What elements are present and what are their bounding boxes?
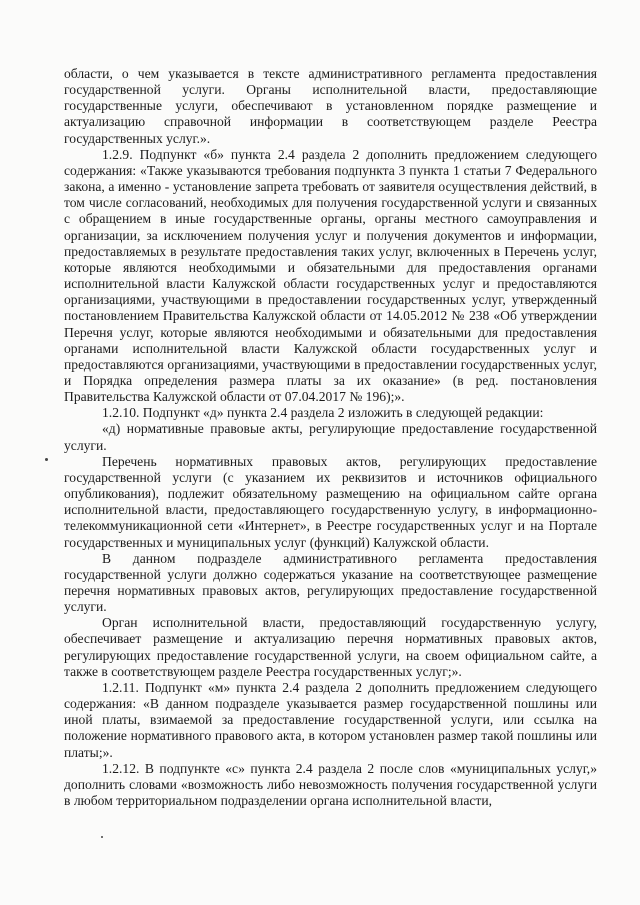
document-paragraph: 1.2.9. Подпункт «б» пункта 2.4 раздела 2 дополнить предложением следующего содержания: «Также указываются требования подпункта 3 пункта 1 статьи 7 Федерального закона, а именно - установление запрета требовать от заявителя осуществления действий, в том числе согласований, необходимых для получения государственной услуги и связанных с обращением в иные государственные органы, органы местного самоуправления и организации, за исключением получения услуг и получения документов и информации, предоставляемых в результате предоставления таких услуг, включенных в Перечень услуг, которые являются необходимыми и обязательными для предоставления органами исполнительной власти Калужской области государственных услуг и предоставляются организациями, участвующими в предоставлении государственных услуг, утвержденный постановлением Правительства Калужской области от 14.05.2012 № 238 «Об утверждении Перечня услуг, которые являются необходимыми и обязательными для предоставления органами исполнительной власти Калужской области государственных услуг и предоставляются организациями, участвующими в предоставлении государственных услуг, и Порядка определения размера платы за их оказание» (в ред. постановления Правительства Калужской области от 07.04.2017 № 196);». xyxy=(64,146,597,405)
scan-speck xyxy=(45,458,48,461)
document-paragraph: Орган исполнительной власти, предоставляющий государственную услугу, обеспечивает размещение и актуализацию перечня нормативных правовых актов, регулирующих предоставление государственной услуги, на своем официальном сайте, а также в соответствующем разделе Реестра государственных услуг;». xyxy=(64,615,597,679)
scan-speck xyxy=(101,836,103,838)
document-body xyxy=(64,66,597,809)
document-paragraph: В данном подразделе административного регламента предоставления государственной услуги должно содержаться указание на соответствующее размещение перечня нормативных правовых актов, регулирующих предоставление государственной услуги. xyxy=(64,550,597,615)
document-paragraph: «д) нормативные правовые акты, регулирующие предоставление государственной услуги. xyxy=(64,421,597,453)
document-paragraph: области, о чем указывается в тексте административного регламента предоставления государственной услуги. Органы исполнительной власти, предоставляющие государственные услуги, обеспечивают в установленном порядке размещение и актуализацию справочной информации в соответствующем разделе Реестра государственных услуг.». xyxy=(64,66,597,146)
document-paragraph: Перечень нормативных правовых актов, регулирующих предоставление государственной услуги (с указанием их реквизитов и источников официального опубликования), подлежит обязательному размещению на официальном сайте органа исполнительной власти, предоставляющего государственную услугу, в информационно-телекоммуникационной сети «Интернет», в Реестре государственных услуг и на Портале государственных и муниципальных услуг (функций) Калужской области. xyxy=(64,453,597,550)
document-paragraph: 1.2.10. Подпункт «д» пункта 2.4 раздела 2 изложить в следующей редакции: xyxy=(102,405,544,421)
document-paragraph: 1.2.11. Подпункт «м» пункта 2.4 раздела 2 дополнить предложением следующего содержания: «В данном подразделе указывается размер государственной пошлины или иной платы, взимаемой за предоставление государственной услуги, или ссылка на положение нормативного правового акта, в котором установлен размер такой пошлины или платы;». xyxy=(64,679,597,760)
document-paragraph: 1.2.12. В подпункте «с» пункта 2.4 раздела 2 после слов «муниципальных услуг,» дополнить словами «возможность либо невозможность получения государственной услуги в любом территориальном подразделении органа исполнительной власти, xyxy=(64,760,597,809)
